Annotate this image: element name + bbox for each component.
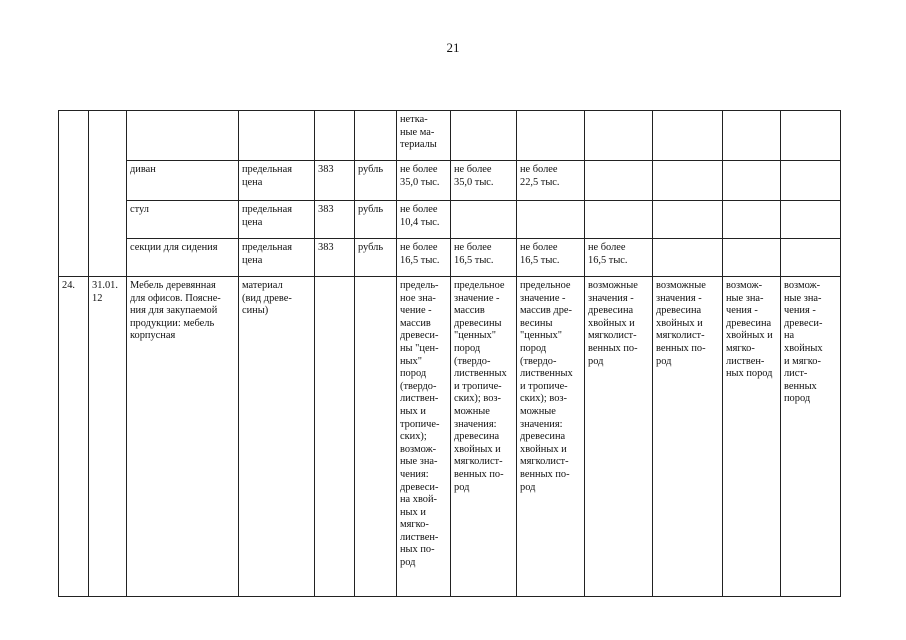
table-cell [653, 201, 723, 239]
table-cell [355, 277, 397, 597]
table-cell: не более 35,0 тыс. [397, 161, 451, 201]
table-cell: 31.01. 12 [89, 277, 127, 597]
table-cell: не более 35,0 тыс. [451, 161, 517, 201]
table-cell [585, 201, 653, 239]
table-cell [781, 111, 841, 161]
table-cell [653, 239, 723, 277]
table-cell: 24. [59, 277, 89, 597]
table-cell [239, 111, 315, 161]
table-cell: материал (вид древе- сины) [239, 277, 315, 597]
table-cell [451, 111, 517, 161]
table-cell: стул [127, 201, 239, 239]
table-cell: предельная цена [239, 239, 315, 277]
table-cell: 383 [315, 161, 355, 201]
table-cell [89, 111, 127, 277]
table-cell [653, 161, 723, 201]
table-cell: предель- ное зна- чение - массив древеси- ны "цен- ных" пород (твердо- листвен- ных и тропиче- ских); возмож- ные зна- чения: древеси- на хвой- ных и мягко- листвен- ных по- род [397, 277, 451, 597]
table-cell: рубль [355, 239, 397, 277]
table-cell: возможные значения - древесина хвойных и мягколист- венных по- род [585, 277, 653, 597]
table-cell: рубль [355, 201, 397, 239]
table-cell [315, 111, 355, 161]
table-cell: предельное значение - массив дре- весины "ценных" пород (твердо- лиственных и тропиче- ских); воз- можные значения: древесина хвойных и мягколист- венных по- род [517, 277, 585, 597]
table-row [59, 239, 841, 277]
table-cell [723, 239, 781, 277]
table-cell [451, 201, 517, 239]
table-cell [723, 201, 781, 239]
table-cell [781, 161, 841, 201]
table-cell: предельная цена [239, 161, 315, 201]
table-cell: предельная цена [239, 201, 315, 239]
table-cell [355, 111, 397, 161]
table-cell: возмож- ные зна- чения - древесина хвойных и мягко- листвен- ных пород [723, 277, 781, 597]
table-cell [517, 111, 585, 161]
table-cell [127, 111, 239, 161]
table-row [59, 111, 841, 161]
table-cell [517, 201, 585, 239]
table-row [59, 277, 841, 597]
table-cell [653, 111, 723, 161]
table-cell: не более 22,5 тыс. [517, 161, 585, 201]
table-cell: диван [127, 161, 239, 201]
table-cell [723, 161, 781, 201]
table-cell: рубль [355, 161, 397, 201]
table-cell: возможные значения - древесина хвойных и мягколист- венных по- род [653, 277, 723, 597]
table-row [59, 201, 841, 239]
table-cell [781, 201, 841, 239]
table-cell: возмож- ные зна- чения - древеси- на хвойных и мягко- лист- венных пород [781, 277, 841, 597]
table-cell: Мебель деревянная для офисов. Поясне- ния для закупаемой продукции: мебель корпусная [127, 277, 239, 597]
table-cell [59, 111, 89, 277]
table-cell: 383 [315, 201, 355, 239]
table-cell: нетка- ные ма- териалы [397, 111, 451, 161]
page-number: 21 [446, 40, 460, 55]
table-cell: не более 16,5 тыс. [585, 239, 653, 277]
table-cell: не более 10,4 тыс. [397, 201, 451, 239]
specification-table [58, 110, 841, 597]
table-cell: не более 16,5 тыс. [451, 239, 517, 277]
table-cell: предельное значение - массив древесины "ценных" пород (твердо- лиственных и тропиче- ских); воз- можные значения: древесина хвойных и мягколист- венных по- род [451, 277, 517, 597]
table-cell [315, 277, 355, 597]
table-cell: секции для сидения [127, 239, 239, 277]
table-cell [585, 161, 653, 201]
table-cell: 383 [315, 239, 355, 277]
table-cell [781, 239, 841, 277]
table-cell [723, 111, 781, 161]
table-cell [585, 111, 653, 161]
table-row [59, 161, 841, 201]
table-cell: не более 16,5 тыс. [397, 239, 451, 277]
table-cell: не более 16,5 тыс. [517, 239, 585, 277]
